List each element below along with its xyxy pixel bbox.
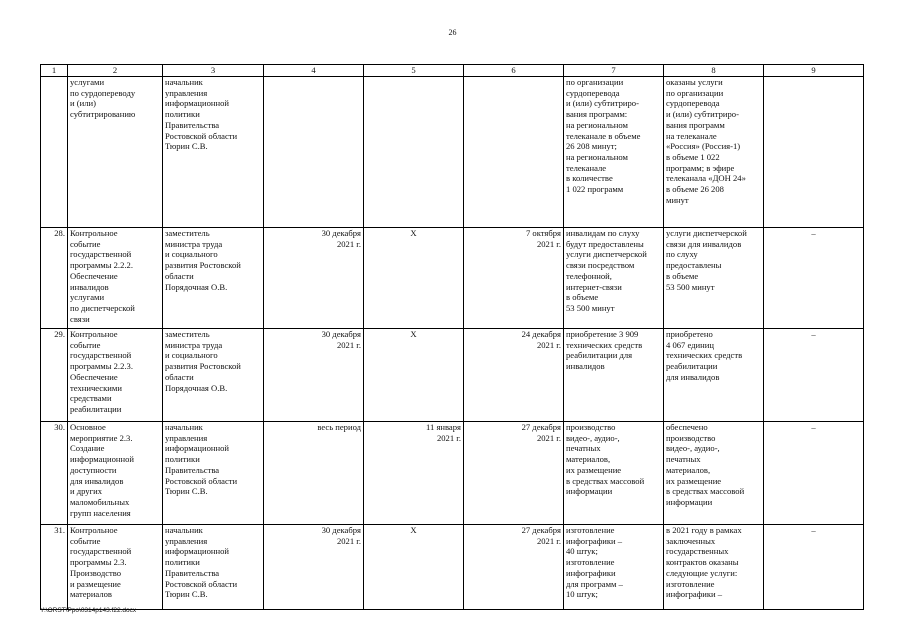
cell-text-line: по слуху bbox=[666, 249, 698, 260]
cell-text-line: субтитрированию bbox=[70, 109, 136, 120]
cell-text-line: интернет-связи bbox=[566, 281, 622, 292]
cell-text-line: и других bbox=[70, 486, 103, 497]
cell-text-line: в объеме bbox=[566, 292, 599, 303]
cell-text-line: начальник bbox=[165, 525, 203, 535]
cell-text-line: материалов, bbox=[566, 454, 611, 465]
cell-text-line: технических средств bbox=[566, 339, 643, 350]
cell-text-line: 30 декабря bbox=[321, 329, 361, 339]
planned-result-cell bbox=[564, 422, 664, 525]
column-number-6: 6 bbox=[464, 65, 564, 77]
note-cell: – bbox=[764, 329, 864, 422]
table-row bbox=[41, 329, 864, 422]
table-body bbox=[41, 77, 864, 610]
cell-text-line: 2021 г. bbox=[336, 238, 361, 249]
cell-text-line: технических средств bbox=[666, 350, 743, 361]
cell-text-line: министра труда bbox=[165, 339, 223, 350]
cell-text-line: производство bbox=[666, 432, 716, 443]
cell-text-line: вания программ: bbox=[566, 109, 628, 120]
cell-text-line: начальник bbox=[165, 77, 203, 87]
responsible-person-cell bbox=[163, 525, 264, 610]
cell-text-line: печатных bbox=[666, 454, 701, 465]
table-row bbox=[41, 525, 864, 610]
cell-text-line: Производство bbox=[70, 567, 122, 578]
cell-text-line: Правительства bbox=[165, 567, 220, 578]
cell-text-line: видео-, аудио-, bbox=[566, 432, 620, 443]
cell-text-line: событие bbox=[70, 339, 101, 350]
cell-text-line: 26 208 минут; bbox=[566, 141, 617, 152]
cell-text-line: области bbox=[165, 371, 194, 382]
cell-text-line: программы 2.2.3. bbox=[70, 361, 133, 372]
actual-result-cell bbox=[664, 525, 764, 610]
cell-text-line: контрактов оказаны bbox=[666, 557, 739, 568]
cell-text-line: на региональном bbox=[566, 151, 628, 162]
cell-text-line: инвалидов bbox=[566, 361, 605, 372]
cell-text-line: Х bbox=[410, 228, 417, 238]
cell-text-line: 2021 г. bbox=[536, 535, 561, 546]
cell-text-line: 53 500 минут bbox=[666, 281, 715, 292]
cell-text-line: связи bbox=[70, 313, 90, 324]
cell-text-line: их размещение bbox=[666, 475, 722, 486]
row-number: 30. bbox=[41, 422, 68, 525]
cell-text-line: Ростовской области bbox=[165, 578, 238, 589]
cell-text-line: инфографики bbox=[566, 567, 616, 578]
column-number-3: 3 bbox=[163, 65, 264, 77]
event-name-cell bbox=[68, 422, 163, 525]
cell-text-line: Создание bbox=[70, 443, 105, 454]
cell-text-line: и социального bbox=[165, 350, 218, 361]
cell-text-line: следующие услуги: bbox=[666, 567, 738, 578]
cell-text-line: 2021 г. bbox=[436, 432, 461, 443]
cell-text-line: материалов, bbox=[666, 464, 711, 475]
cell-text-line: 40 штук; bbox=[566, 546, 598, 557]
note-cell bbox=[764, 77, 864, 228]
cell-text-line: инфографики – bbox=[666, 589, 723, 600]
cell-text-line: в объеме 1 022 bbox=[666, 151, 720, 162]
actual-result-cell bbox=[664, 228, 764, 329]
cell-text-line: 7 октября bbox=[525, 228, 561, 238]
cell-text-line: средствами bbox=[70, 393, 112, 404]
cell-text-line: и (или) субтитриро- bbox=[666, 109, 739, 120]
cell-text-line: телеканале в объеме bbox=[566, 130, 641, 141]
event-name-cell bbox=[68, 525, 163, 610]
planned-result-cell bbox=[564, 525, 664, 610]
cell-text-line: приобретение 3 909 bbox=[566, 329, 639, 339]
cell-text-line: Порядочная О.В. bbox=[165, 281, 228, 292]
cell-text-line: 2021 г. bbox=[536, 432, 561, 443]
planned-date-cell bbox=[264, 228, 364, 329]
column-number-5: 5 bbox=[364, 65, 464, 77]
cell-text-line: изготовление bbox=[566, 557, 615, 568]
cell-text-line: связи посредством bbox=[566, 260, 635, 271]
cell-text-line: 2021 г. bbox=[336, 535, 361, 546]
column-number-8: 8 bbox=[664, 65, 764, 77]
cell-text-line: в 2021 году в рамках bbox=[666, 525, 742, 535]
cell-text-line: по диспетчерской bbox=[70, 302, 135, 313]
cell-text-line: информации bbox=[566, 486, 613, 497]
note-cell: – bbox=[764, 525, 864, 610]
planned-result-cell bbox=[564, 77, 664, 228]
cell-text-line: материалов bbox=[70, 589, 112, 600]
cell-text-line: Х bbox=[410, 329, 417, 339]
actual-result-cell bbox=[664, 329, 764, 422]
cell-text-line: их размещение bbox=[566, 464, 622, 475]
cell-text-line: 30 декабря bbox=[321, 228, 361, 238]
responsible-person-cell bbox=[163, 228, 264, 329]
header-row bbox=[41, 65, 864, 77]
cell-text-line: телеканала «ДОН 24» bbox=[666, 173, 746, 184]
cell-text-line: информации bbox=[666, 496, 713, 507]
cell-text-line: предоставлены bbox=[666, 260, 722, 271]
column-number-7: 7 bbox=[564, 65, 664, 77]
cell-text-line: Ростовской области bbox=[165, 475, 238, 486]
cell-text-line: информационной bbox=[70, 454, 135, 465]
cell-text-line: программ; в эфире bbox=[666, 162, 735, 173]
cell-text-line: Обеспечение bbox=[70, 270, 118, 281]
cell-text-line: Обеспечение bbox=[70, 371, 118, 382]
cell-text-line: услугами bbox=[70, 292, 105, 303]
cell-text-line: мероприятие 2.3. bbox=[70, 432, 133, 443]
row-number bbox=[41, 77, 68, 228]
cell-text-line: 30 декабря bbox=[321, 525, 361, 535]
cell-text-line: Правительства bbox=[165, 119, 220, 130]
cell-text-line: 27 декабря bbox=[521, 525, 561, 535]
cell-text-line: начальник bbox=[165, 422, 203, 432]
actual-end-cell bbox=[464, 77, 564, 228]
table-row bbox=[41, 77, 864, 228]
planned-result-cell bbox=[564, 228, 664, 329]
cell-text-line: для программ – bbox=[566, 578, 623, 589]
column-number-4: 4 bbox=[264, 65, 364, 77]
cell-text-line: инфографики – bbox=[566, 535, 623, 546]
cell-text-line: области bbox=[165, 270, 194, 281]
cell-text-line: событие bbox=[70, 238, 101, 249]
actual-start-cell bbox=[364, 329, 464, 422]
actual-result-cell bbox=[664, 422, 764, 525]
cell-text-line: и (или) bbox=[70, 98, 96, 109]
cell-text-line: Контрольное bbox=[70, 228, 118, 238]
cell-text-line: оказаны услуги bbox=[666, 77, 723, 87]
cell-text-line: связи для инвалидов bbox=[666, 238, 742, 249]
cell-text-line: заместитель bbox=[165, 329, 210, 339]
cell-text-line: программы 2.2.2. bbox=[70, 260, 133, 271]
cell-text-line: инвалидов bbox=[70, 281, 109, 292]
cell-text-line: государственных bbox=[666, 546, 729, 557]
column-number-1: 1 bbox=[41, 65, 68, 77]
cell-text-line: 10 штук; bbox=[566, 589, 598, 600]
cell-text-line: информационной bbox=[165, 98, 230, 109]
cell-text-line: инвалидам по слуху bbox=[566, 228, 640, 238]
cell-text-line: по сурдопереводу bbox=[70, 87, 136, 98]
cell-text-line: заключенных bbox=[666, 535, 716, 546]
column-number-2: 2 bbox=[68, 65, 163, 77]
row-number: 31. bbox=[41, 525, 68, 610]
cell-text-line: 11 января bbox=[426, 422, 461, 432]
cell-text-line: и (или) субтитриро- bbox=[566, 98, 639, 109]
page-number: 26 bbox=[448, 28, 457, 37]
cell-text-line: услугами bbox=[70, 77, 105, 87]
cell-text-line: услуги диспетчерской bbox=[566, 249, 647, 260]
cell-text-line: Порядочная О.В. bbox=[165, 382, 228, 393]
cell-text-line: в средствах массовой bbox=[666, 486, 745, 497]
cell-text-line: 2021 г. bbox=[536, 238, 561, 249]
cell-text-line: Тюрин С.В. bbox=[165, 141, 208, 152]
actual-end-cell bbox=[464, 329, 564, 422]
actual-end-cell bbox=[464, 525, 564, 610]
actual-start-cell bbox=[364, 228, 464, 329]
cell-text-line: реабилитации bbox=[70, 403, 122, 414]
cell-text-line: весь период bbox=[317, 422, 361, 432]
cell-text-line: политики bbox=[165, 454, 200, 465]
cell-text-line: 53 500 минут bbox=[566, 302, 615, 313]
cell-text-line: политики bbox=[165, 109, 200, 120]
cell-text-line: в количестве bbox=[566, 173, 613, 184]
cell-text-line: будут предоставлены bbox=[566, 238, 644, 249]
cell-text-line: печатных bbox=[566, 443, 601, 454]
actual-start-cell bbox=[364, 422, 464, 525]
planned-date-cell bbox=[264, 329, 364, 422]
cell-text-line: управления bbox=[165, 432, 208, 443]
column-number-9: 9 bbox=[764, 65, 864, 77]
cell-text-line: 4 067 единиц bbox=[666, 339, 714, 350]
responsible-person-cell bbox=[163, 329, 264, 422]
cell-text-line: в средствах массовой bbox=[566, 475, 645, 486]
actual-end-cell bbox=[464, 422, 564, 525]
cell-text-line: развития Ростовской bbox=[165, 361, 241, 372]
cell-text-line: политики bbox=[165, 557, 200, 568]
event-name-cell bbox=[68, 329, 163, 422]
cell-text-line: изготовление bbox=[566, 525, 615, 535]
cell-text-line: изготовление bbox=[666, 578, 715, 589]
note-cell: – bbox=[764, 422, 864, 525]
actual-result-cell bbox=[664, 77, 764, 228]
cell-text-line: производство bbox=[566, 422, 616, 432]
table-row bbox=[41, 422, 864, 525]
cell-text-line: управления bbox=[165, 87, 208, 98]
planned-date-cell bbox=[264, 77, 364, 228]
planned-date-cell bbox=[264, 422, 364, 525]
cell-text-line: реабилитации bbox=[666, 361, 718, 372]
cell-text-line: техническими bbox=[70, 382, 122, 393]
cell-text-line: Х bbox=[410, 525, 417, 535]
cell-text-line: Основное bbox=[70, 422, 106, 432]
responsible-person-cell bbox=[163, 77, 264, 228]
cell-text-line: видео-, аудио-, bbox=[666, 443, 720, 454]
cell-text-line: Контрольное bbox=[70, 525, 118, 535]
row-number: 29. bbox=[41, 329, 68, 422]
cell-text-line: министра труда bbox=[165, 238, 223, 249]
planned-result-cell bbox=[564, 329, 664, 422]
cell-text-line: Тюрин С.В. bbox=[165, 486, 208, 497]
note-cell: – bbox=[764, 228, 864, 329]
cell-text-line: 2021 г. bbox=[536, 339, 561, 350]
cell-text-line: обеспечено bbox=[666, 422, 708, 432]
file-path-footer: Y:\ORST\Ppo\0314p143.f22.docx bbox=[40, 607, 137, 614]
responsible-person-cell bbox=[163, 422, 264, 525]
cell-text-line: информационной bbox=[165, 443, 230, 454]
cell-text-line: «Россия» (Россия-1) bbox=[666, 141, 741, 152]
table-row bbox=[41, 228, 864, 329]
cell-text-line: в объеме bbox=[666, 270, 699, 281]
cell-text-line: развития Ростовской bbox=[165, 260, 241, 271]
cell-text-line: в объеме 26 208 bbox=[666, 184, 724, 195]
cell-text-line: Ростовской области bbox=[165, 130, 238, 141]
cell-text-line: и размещение bbox=[70, 578, 121, 589]
cell-text-line: телефонной, bbox=[566, 270, 612, 281]
cell-text-line: заместитель bbox=[165, 228, 210, 238]
cell-text-line: Контрольное bbox=[70, 329, 118, 339]
cell-text-line: событие bbox=[70, 535, 101, 546]
actual-start-cell bbox=[364, 525, 464, 610]
cell-text-line: по организации bbox=[566, 77, 624, 87]
cell-text-line: для инвалидов bbox=[666, 371, 720, 382]
cell-text-line: государственной bbox=[70, 350, 132, 361]
cell-text-line: телеканале bbox=[566, 162, 607, 173]
planned-date-cell bbox=[264, 525, 364, 610]
cell-text-line: Правительства bbox=[165, 464, 220, 475]
cell-text-line: услуги диспетчерской bbox=[666, 228, 747, 238]
event-name-cell bbox=[68, 77, 163, 228]
cell-text-line: для инвалидов bbox=[70, 475, 124, 486]
cell-text-line: вания программ bbox=[666, 119, 725, 130]
actual-start-cell bbox=[364, 77, 464, 228]
event-name-cell bbox=[68, 228, 163, 329]
actual-end-cell bbox=[464, 228, 564, 329]
row-number: 28. bbox=[41, 228, 68, 329]
cell-text-line: на региональном bbox=[566, 119, 628, 130]
cell-text-line: государственной bbox=[70, 249, 132, 260]
report-table bbox=[40, 64, 864, 610]
cell-text-line: маломобильных bbox=[70, 496, 130, 507]
cell-text-line: сурдоперевода bbox=[566, 87, 620, 98]
cell-text-line: и социального bbox=[165, 249, 218, 260]
cell-text-line: минут bbox=[666, 194, 689, 205]
cell-text-line: информационной bbox=[165, 546, 230, 557]
cell-text-line: государственной bbox=[70, 546, 132, 557]
cell-text-line: Тюрин С.В. bbox=[165, 589, 208, 600]
cell-text-line: доступности bbox=[70, 464, 117, 475]
cell-text-line: сурдоперевода bbox=[666, 98, 720, 109]
cell-text-line: 27 декабря bbox=[521, 422, 561, 432]
cell-text-line: программы 2.3. bbox=[70, 557, 127, 568]
cell-text-line: управления bbox=[165, 535, 208, 546]
cell-text-line: на телеканале bbox=[666, 130, 717, 141]
cell-text-line: реабилитации для bbox=[566, 350, 633, 361]
cell-text-line: приобретено bbox=[666, 329, 713, 339]
cell-text-line: по организации bbox=[666, 87, 724, 98]
cell-text-line: 1 022 программ bbox=[566, 184, 624, 195]
cell-text-line: групп населения bbox=[70, 507, 131, 518]
cell-text-line: 24 декабря bbox=[521, 329, 561, 339]
cell-text-line: 2021 г. bbox=[336, 339, 361, 350]
